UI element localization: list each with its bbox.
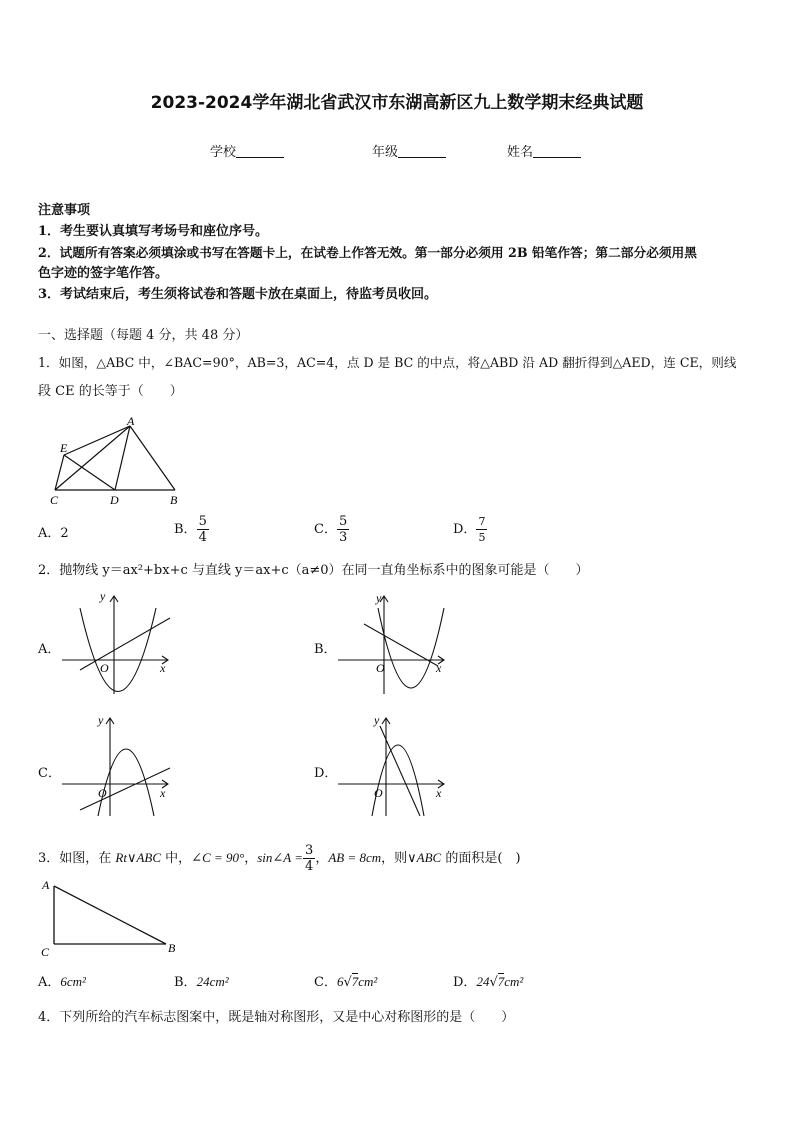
q4-stem: 4．下列所给的汽车标志图案中，既是轴对称图形，又是中心对称图形的是（ ） xyxy=(38,1010,515,1025)
q3-option-c-radicand: 7 xyxy=(351,974,359,989)
q3-sep2: ， xyxy=(315,851,329,866)
axis-x-label: x xyxy=(160,661,166,675)
q3-option-c[interactable] xyxy=(314,972,377,993)
q3-mid1: 中， xyxy=(161,851,192,866)
label-a: A xyxy=(127,414,135,428)
q2-option-d-label[interactable]: D． xyxy=(314,766,338,781)
q1-d-denominator: 5 xyxy=(478,531,486,544)
axis-y-label: y xyxy=(98,713,104,727)
origin-label: O xyxy=(376,661,385,675)
q3-option-c-label: C． xyxy=(314,975,337,990)
q1-option-b[interactable] xyxy=(174,514,209,545)
q1-option-b-label: B． xyxy=(174,522,197,537)
axis-x-label: x xyxy=(160,786,166,800)
sqrt-icon: √ xyxy=(343,975,352,990)
q1-stem-line1: 1．如图，△ABC 中，∠BAC=90°，AB=3，AC=4，点 D 是 BC 的中点，将△ABD 沿 AD 翻折得到△AED，连 CE，则线 xyxy=(38,355,737,370)
q1-figure xyxy=(40,412,200,510)
line-a xyxy=(80,618,170,670)
q2-option-c-label[interactable]: C． xyxy=(38,766,61,781)
parabola-a xyxy=(80,608,156,692)
q1-b-numerator: 5 xyxy=(198,514,207,529)
q2-graph-c[interactable] xyxy=(58,712,178,822)
name-field[interactable] xyxy=(507,141,581,160)
q3-option-d-unit: cm² xyxy=(504,974,524,989)
axis-y-label: y xyxy=(374,713,380,727)
q3-sep: ， xyxy=(244,851,258,866)
q3-option-b-label: B． xyxy=(174,975,197,990)
q2-graph-d[interactable] xyxy=(334,712,454,822)
q1-b-denominator: 4 xyxy=(198,530,207,545)
axis-y-label: y xyxy=(100,590,106,603)
q1-option-c[interactable] xyxy=(314,514,349,545)
axis-x-label: x xyxy=(436,786,442,800)
origin-label: O xyxy=(100,661,109,675)
q3-option-d-radicand: 7 xyxy=(497,974,505,989)
q1-c-numerator: 5 xyxy=(338,514,348,529)
school-field[interactable] xyxy=(210,141,284,160)
side-ab xyxy=(54,886,166,944)
q3-triangle: ∨ABC xyxy=(407,850,442,865)
label-b: B xyxy=(170,493,178,507)
origin-label: O xyxy=(98,786,107,800)
q3-figure xyxy=(38,876,188,960)
parabola-c xyxy=(98,749,154,816)
name-label: 姓名 xyxy=(507,145,534,160)
origin-label: O xyxy=(374,786,383,800)
q2-stem: 2．抛物线 y＝ax²+bx+c 与直线 y＝ax+c（a≠0）在同一直角坐标系中的图象可能是（ ） xyxy=(38,563,589,578)
sqrt-icon: √ xyxy=(489,975,498,990)
notice-item-2: 2．试题所有答案必须填涂或书写在答题卡上，在试卷上作答无效。第一部分必须用 2B 铅笔作答；第二部分必须用黑 xyxy=(38,245,697,260)
q3-option-c-unit: cm² xyxy=(358,974,378,989)
q1-option-a[interactable]: A．2 xyxy=(38,526,69,541)
segment-ea xyxy=(64,426,130,455)
q3-stem xyxy=(38,843,521,874)
label-d: D xyxy=(110,493,119,507)
q1-option-d-label: D． xyxy=(453,522,477,537)
label-e: E xyxy=(60,441,68,455)
q2-option-b-label[interactable]: B． xyxy=(314,642,337,657)
notice-heading: 注意事项 xyxy=(38,203,91,218)
grade-blank[interactable] xyxy=(398,145,446,158)
label-c: C xyxy=(41,945,50,959)
notice-item-2-cont: 色字迹的签字笔作答。 xyxy=(38,266,169,281)
q1-option-c-label: C． xyxy=(314,522,337,537)
q3-mid2: ，则 xyxy=(381,851,408,866)
grade-field[interactable] xyxy=(372,141,446,160)
page-title: 2023-2024学年湖北省武汉市东湖高新区九上数学期末经典试题 xyxy=(150,93,644,113)
q1-d-numerator: 7 xyxy=(478,515,486,528)
segment-ab xyxy=(130,426,175,490)
q3-option-c-coef: 6 xyxy=(336,974,344,989)
axis-y-label: y xyxy=(376,591,382,605)
notice-item-1: 1．考生要认真填写考场号和座位序号。 xyxy=(38,224,269,239)
q1-c-denominator: 3 xyxy=(338,530,348,545)
notice-item-3: 3．考试结束后，考生须将试卷和答题卡放在桌面上，待监考员收回。 xyxy=(38,287,438,302)
q3-option-a-label: A． xyxy=(38,975,61,990)
q3-option-d-label: D． xyxy=(453,975,477,990)
q3-rt-triangle: Rt∨ABC xyxy=(115,850,162,865)
school-label: 学校 xyxy=(210,145,237,160)
q3-option-d-coef: 24 xyxy=(476,974,490,989)
line-c xyxy=(80,768,170,810)
parabola-b xyxy=(378,608,444,688)
q3-sin-denominator: 4 xyxy=(305,859,314,874)
label-c: C xyxy=(50,493,59,507)
parabola-d xyxy=(372,745,424,816)
q1-option-d[interactable] xyxy=(453,514,487,545)
q3-option-b-value: 24cm² xyxy=(196,974,229,989)
q3-sin-numerator: 3 xyxy=(305,843,314,858)
q3-option-a-value: 6cm² xyxy=(60,974,86,989)
q2-graph-b[interactable] xyxy=(334,590,454,700)
q2-option-a-label[interactable]: A． xyxy=(38,642,61,657)
axis-x-label: x xyxy=(436,661,442,675)
q3-ab-length: AB = 8cm xyxy=(328,850,382,865)
label-b: B xyxy=(168,941,176,955)
q3-sin-label: sin∠A = xyxy=(257,850,304,865)
segment-ec xyxy=(55,455,64,490)
q3-option-d[interactable] xyxy=(453,972,523,993)
q3-option-a[interactable] xyxy=(38,972,86,993)
segment-ca xyxy=(55,426,130,490)
q1-stem-line2: 段 CE 的长等于（ ） xyxy=(38,384,183,399)
q3-option-b[interactable] xyxy=(174,972,229,993)
q3-suffix: 的面积是( ) xyxy=(441,851,521,866)
grade-label: 年级 xyxy=(372,145,399,160)
label-a: A xyxy=(42,878,50,892)
q3-angle-c: ∠C = 90° xyxy=(191,850,245,865)
section-heading: 一、选择题（每题 4 分，共 48 分） xyxy=(38,328,249,343)
segment-ad xyxy=(115,426,130,490)
q2-graph-a[interactable] xyxy=(58,590,178,700)
q3-prefix: 3．如图，在 xyxy=(38,851,116,866)
name-blank[interactable] xyxy=(533,145,581,158)
school-blank[interactable] xyxy=(236,145,284,158)
